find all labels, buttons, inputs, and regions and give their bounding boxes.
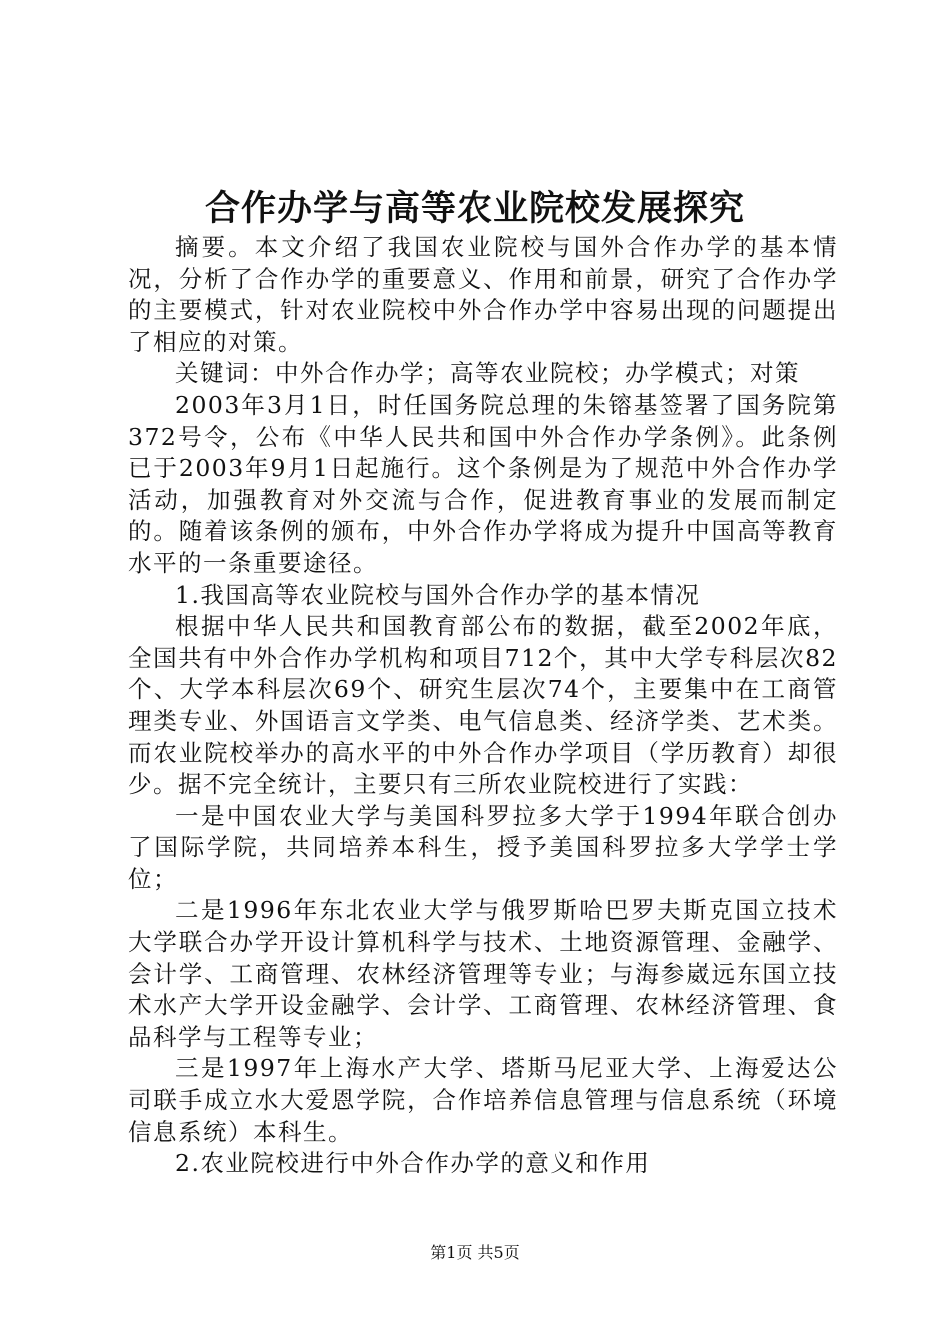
body-paragraph: 根据中华人民共和国教育部公布的数据，截至2002年底，全国共有中外合作办学机构和项目712个，其中大学专科层次82个、大学本科层次69个、研究生层次74个，主要集中在工商管理类专业、外国语言文学类、电气信息类、经济学类、艺术类。而农业院校举办的高水平的中外合作办学项目（学历教育）却很少。据不完全统计，主要只有三所农业院校进行了实践：	[128, 612, 838, 799]
abstract-paragraph: 摘要。本文介绍了我国农业院校与国外合作办学的基本情况，分析了合作办学的重要意义、作用和前景，研究了合作办学的主要模式，针对农业院校中外合作办学中容易出现的问题提出了相应的对策。	[128, 233, 838, 356]
intro-paragraph: 2003年3月1日，时任国务院总理的朱镕基签署了国务院第372号令，公布《中华人民共和国中外合作办学条例》。此条例已于2003年9月1日起施行。这个条例是为了规范中外合作办学活动，加强教育对外交流与合作，促进教育事业的发展而制定的。随着该条例的颁布，中外合作办学将成为提升中国高等教育水平的一条重要途径。	[128, 390, 838, 577]
list-item-second: 二是1996年东北农业大学与俄罗斯哈巴罗夫斯克国立技术大学联合办学开设计算机科学与技术、土地资源管理、金融学、会计学、工商管理、农林经济管理等专业；与海参崴远东国立技术水产大学开设金融学、会计学、工商管理、农林经济管理、食品科学与工程等专业；	[128, 896, 838, 1051]
section-heading-2: 2.农业院校进行中外合作办学的意义和作用	[175, 1149, 651, 1178]
document-title: 合作办学与高等农业院校发展探究	[204, 189, 745, 229]
list-item-third: 三是1997年上海水产大学、塔斯马尼亚大学、上海爱达公司联手成立水大爱恩学院，合作培养信息管理与信息系统（环境信息系统）本科生。	[128, 1054, 838, 1146]
section-heading-1: 1.我国高等农业院校与国外合作办学的基本情况	[175, 580, 701, 609]
page-footer	[0, 1242, 950, 1264]
list-item-first: 一是中国农业大学与美国科罗拉多大学于1994年联合创办了国际学院，共同培养本科生，授予美国科罗拉多大学学士学位；	[128, 801, 838, 893]
document-body	[128, 232, 838, 1180]
keywords-paragraph: 关键词：中外合作办学；高等农业院校；办学模式；对策	[175, 359, 800, 388]
page-number: 第1页 共5页	[430, 1243, 520, 1262]
